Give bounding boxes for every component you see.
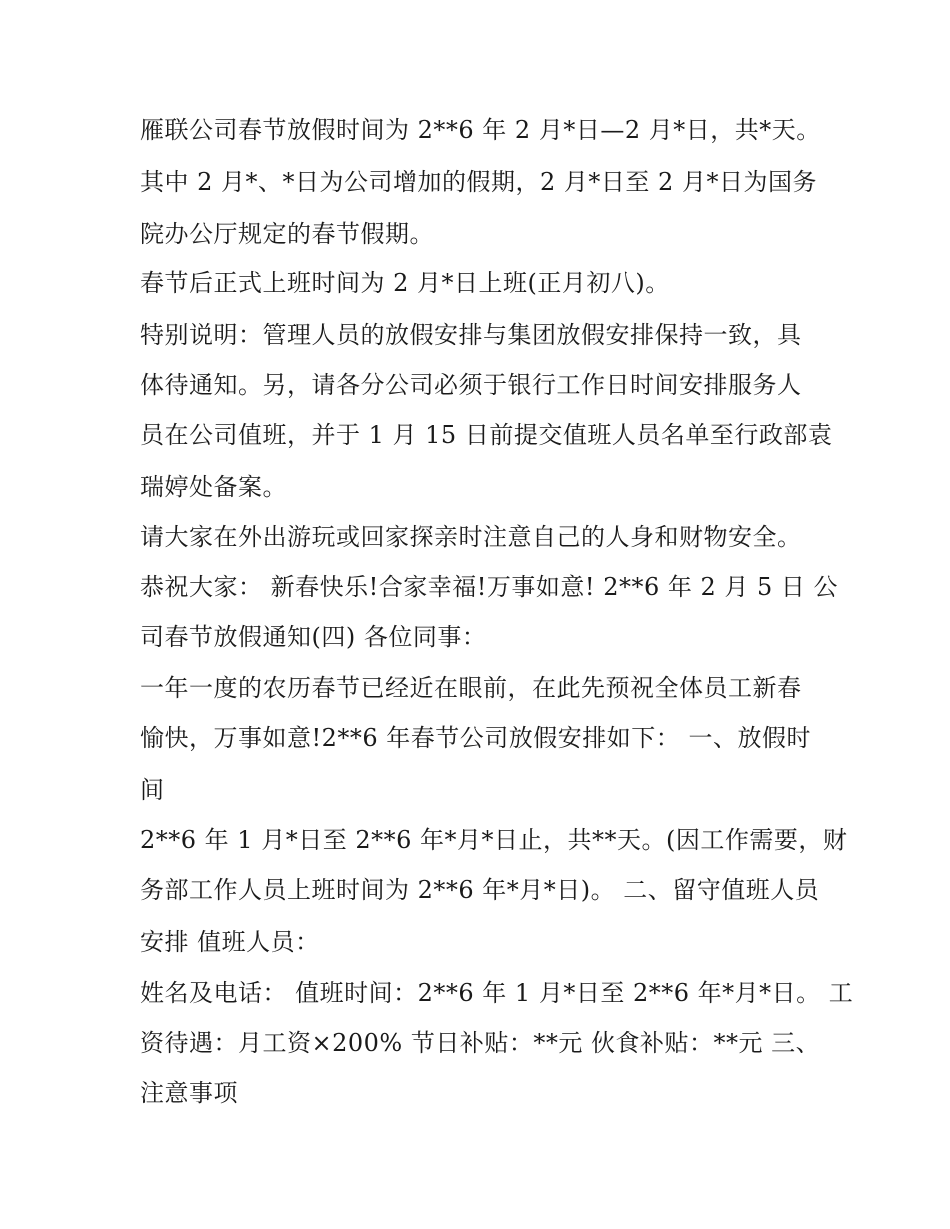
text-line: 务部工作人员上班时间为 2**6 年*月*日)。 二、留守值班人员 <box>140 876 820 904</box>
text-line: 安排 值班人员： <box>140 928 320 956</box>
text-line: 注意事项 <box>140 1079 238 1107</box>
text-line: 一年一度的农历春节已经近在眼前，在此先预祝全体员工新春 <box>140 674 802 702</box>
text-line: 院办公厅规定的春节假期。 <box>140 220 434 248</box>
text-line: 恭祝大家： 新春快乐!合家幸福!万事如意! 2**6 年 2 月 5 日 公 <box>140 573 839 601</box>
text-line: 2**6 年 1 月*日至 2**6 年*月*日止，共**天。(因工作需要，财 <box>140 826 848 854</box>
text-line: 姓名及电话： 值班时间：2**6 年 1 月*日至 2**6 年*月*日。 工 <box>140 979 854 1007</box>
text-line: 特别说明：管理人员的放假安排与集团放假安排保持一致，具 <box>140 321 802 349</box>
text-line: 资待遇：月工资×200% 节日补贴：**元 伙食补贴：**元 三、 <box>140 1029 821 1057</box>
text-line: 其中 2 月*、*日为公司增加的假期，2 月*日至 2 月*日为国务 <box>140 168 817 196</box>
text-line: 请大家在外出游玩或回家探亲时注意自己的人身和财物安全。 <box>140 523 802 551</box>
text-line: 司春节放假通知(四) 各位同事： <box>140 623 487 651</box>
text-line: 雁联公司春节放假时间为 2**6 年 2 月*日—2 月*日，共*天。 <box>140 116 821 144</box>
text-line: 瑞婷处备案。 <box>140 473 287 501</box>
text-line: 愉快，万事如意!2**6 年春节公司放假安排如下： 一、放假时 <box>140 724 811 752</box>
text-line: 春节后正式上班时间为 2 月*日上班(正月初八)。 <box>140 269 670 297</box>
text-line: 体待通知。另，请各分公司必须于银行工作日时间安排服务人 <box>140 371 802 399</box>
text-line: 间 <box>140 776 165 804</box>
text-line: 员在公司值班，并于 1 月 15 日前提交值班人员名单至行政部袁 <box>140 421 833 449</box>
